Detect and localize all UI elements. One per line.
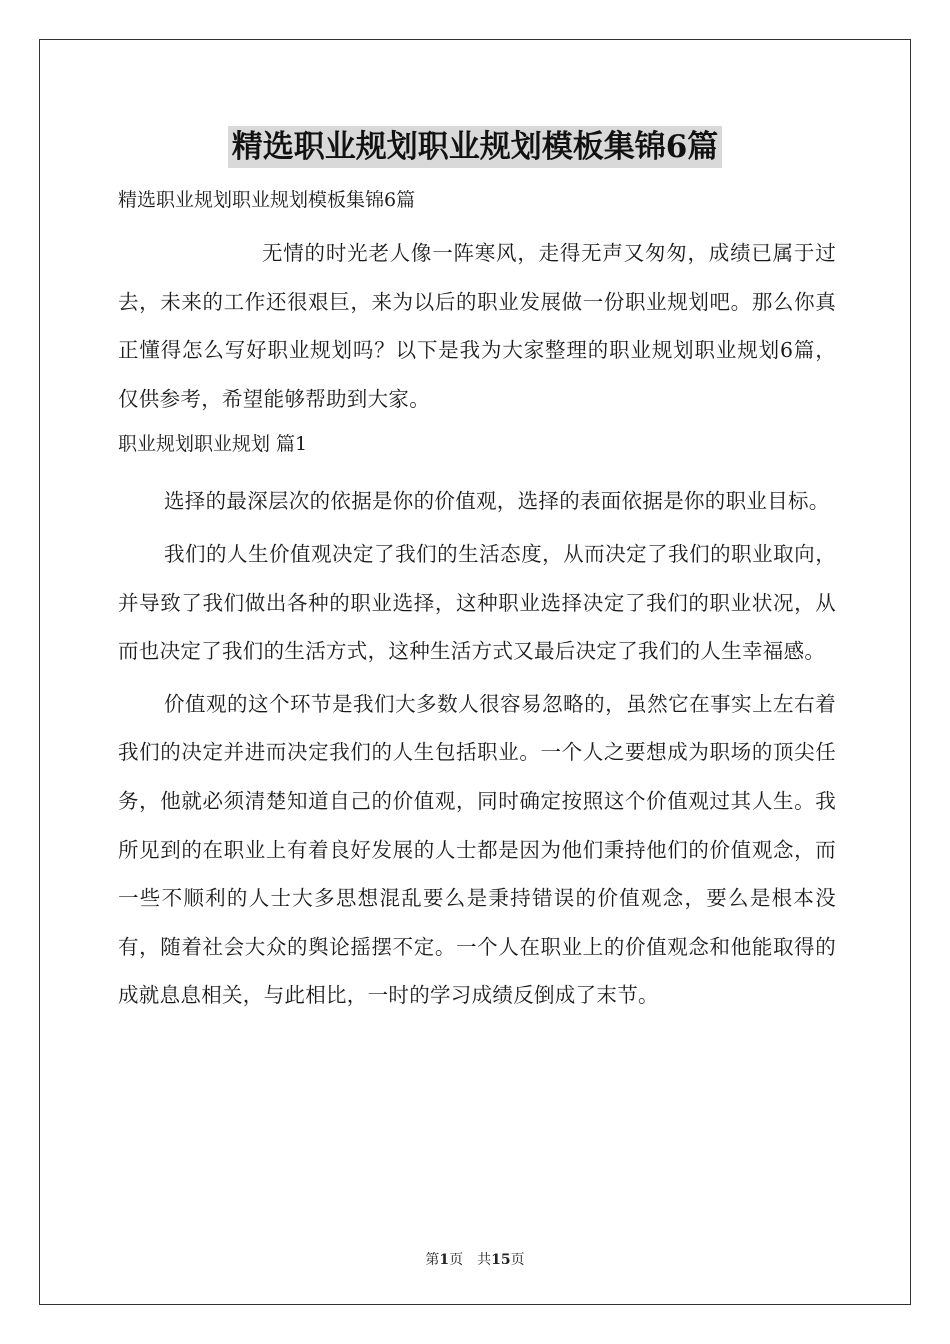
document-subtitle: 精选职业规划职业规划模板集锦6篇 <box>118 189 416 211</box>
intro-paragraph: 无情的时光老人像一阵寒风，走得无声又匆匆，成绩已属于过去，未来的工作还很艰巨，来为以后的职业发展做一份职业规划吧。那么你真正懂得怎么写好职业规划吗？以下是我为大家整理的职业规划职业规划6篇，仅供参考，希望能够帮助到大家。 <box>118 241 836 411</box>
footer-page-total: 15 <box>491 1252 511 1268</box>
page-footer <box>0 1249 950 1269</box>
footer-page-prefix: 第 <box>425 1252 440 1268</box>
document-title: 精选职业规划职业规划模板集锦6篇 <box>228 126 723 168</box>
body-paragraph-1: 选择的最深层次的依据是你的价值观，选择的表面依据是你的职业目标。 <box>164 489 830 514</box>
body-paragraph-2: 我们的人生价值观决定了我们的生活态度，从而决定了我们的职业取向，并导致了我们做出各种的职业选择，这种职业选择决定了我们的职业状况，从而也决定了我们的生活方式，这种生活方式又最后决定了我们的人生幸福感。 <box>118 541 836 664</box>
body-paragraph-3: 价值观的这个环节是我们大多数人很容易忽略的，虽然它在事实上左右着我们的决定并进而决定我们的人生包括职业。一个人之要想成为职场的顶尖任务，他就必须清楚知道自己的价值观，同时确定按照这个价值观过其人生。我所见到的在职业上有着良好发展的人士都是因为他们秉持他们的价值观念，而一些不顺利的人士大多思想混乱要么是秉持错误的价值观念，要么是根本没有，随着社会大众的舆论摇摆不定。一个人在职业上的价值观念和他能取得的成就息息相关，与此相比，一时的学习成绩反倒成了末节。 <box>118 691 836 1008</box>
section-heading: 职业规划职业规划 篇1 <box>118 433 308 456</box>
document-body <box>118 180 836 1020</box>
title-wrap <box>0 126 950 168</box>
footer-page-current: 1 <box>439 1252 450 1268</box>
footer-page-mid: 页 共 <box>449 1252 492 1268</box>
footer-page-suffix: 页 <box>510 1252 525 1268</box>
